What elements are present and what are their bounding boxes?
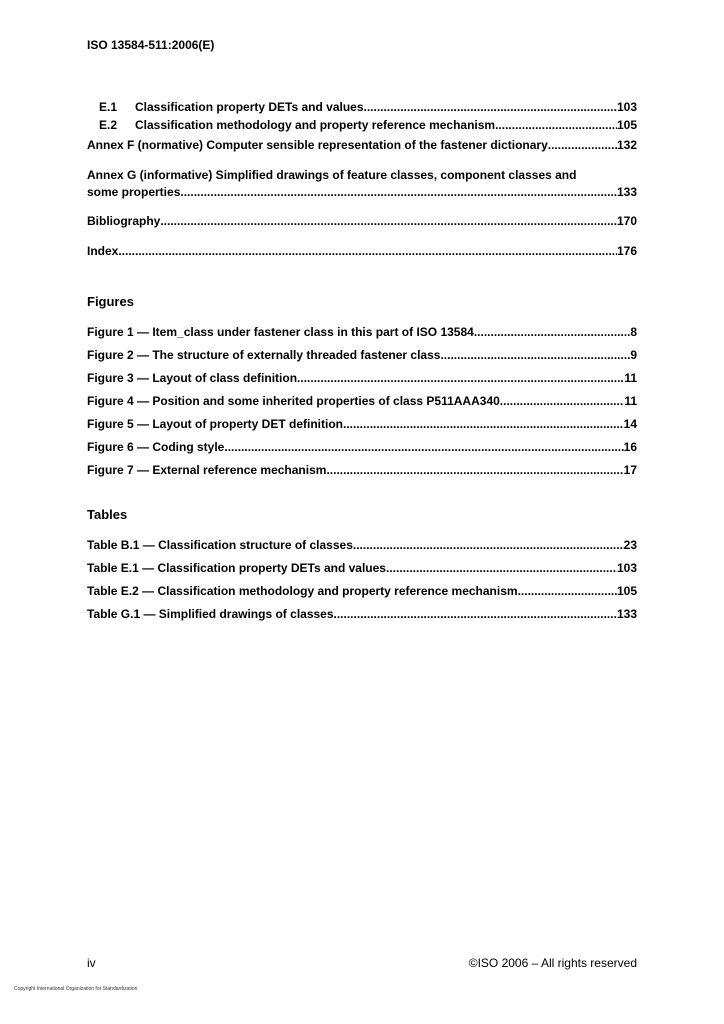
toc-entry-page: 14 xyxy=(623,417,637,431)
toc-entry-figure-5[interactable] xyxy=(87,417,637,432)
toc-leader-dots xyxy=(518,584,617,599)
toc-entry-page: 133 xyxy=(616,607,637,621)
toc-entry-page: 11 xyxy=(624,394,637,408)
toc-leader-dots xyxy=(548,138,617,153)
toc-entry-table-e2[interactable] xyxy=(87,584,637,599)
tables-list xyxy=(87,538,637,622)
toc-entry-figure-7[interactable] xyxy=(87,463,637,478)
toc-entry-title: Figure 1 — Item_class under fastener class in this part of ISO 13584 xyxy=(87,325,474,339)
toc-entry-index[interactable] xyxy=(87,244,637,259)
toc-entry-title: Figure 7 — External reference mechanism xyxy=(87,463,327,477)
toc-leader-dots xyxy=(364,100,617,115)
toc-entry-page: 17 xyxy=(623,463,637,477)
toc-entry-title: Figure 6 — Coding style xyxy=(87,440,225,454)
toc-entry-page: 103 xyxy=(616,561,637,575)
toc-leader-dots xyxy=(297,371,624,386)
toc-entry-number: E.2 xyxy=(99,118,118,132)
toc-entry-page: 16 xyxy=(623,440,637,454)
tables-heading: Tables xyxy=(87,507,128,522)
toc-entry-title: Annex F (normative) Computer sensible representation of the fastener dictionary xyxy=(87,138,548,152)
toc-entry-figure-6[interactable] xyxy=(87,440,637,455)
toc-entry-page: 132 xyxy=(616,138,637,152)
toc-entry-title: Classification property DETs and values xyxy=(135,100,364,114)
toc-entry-title: Figure 3 — Layout of class definition xyxy=(87,371,298,385)
toc-leader-dots xyxy=(180,184,617,201)
toc-leader-dots xyxy=(474,325,631,340)
toc-entry-annex-f[interactable] xyxy=(87,138,637,153)
toc-entry-title: Table B.1 — Classification structure of classes xyxy=(87,538,353,552)
toc-block-annex-e xyxy=(87,100,637,133)
toc-leader-dots xyxy=(353,538,624,553)
toc-entry-page: 8 xyxy=(630,325,637,339)
toc-entry-figure-3[interactable] xyxy=(87,371,637,386)
toc-entry-figure-4[interactable] xyxy=(87,394,637,409)
toc-leader-dots xyxy=(334,607,617,622)
figures-list xyxy=(87,325,637,478)
toc-entry-number: E.1 xyxy=(99,100,118,114)
figures-heading: Figures xyxy=(87,294,134,309)
toc-entry-page: 103 xyxy=(616,100,637,114)
toc-entry-annex-g[interactable] xyxy=(87,167,637,201)
toc-entry-title: Figure 2 — The structure of externally threaded fastener class xyxy=(87,348,441,362)
toc-entry-title: Table E.2 — Classification methodology and property reference mechanism xyxy=(87,584,518,598)
toc-entry-e1[interactable] xyxy=(87,100,637,115)
toc-entry-page: 9 xyxy=(630,348,637,362)
toc-entry-page: 176 xyxy=(616,244,637,258)
document-id: ISO 13584-511:2006(E) xyxy=(87,38,215,52)
toc-entry-figure-1[interactable] xyxy=(87,325,637,340)
toc-leader-dots xyxy=(224,440,623,455)
toc-entry-figure-2[interactable] xyxy=(87,348,637,363)
toc-entry-page: 133 xyxy=(616,185,637,199)
toc-entry-title: Classification methodology and property reference mechanism xyxy=(135,118,496,132)
toc-entry-page: 11 xyxy=(624,371,637,385)
toc-leader-dots xyxy=(386,561,617,576)
toc-entry-title: Figure 5 — Layout of property DET definition xyxy=(87,417,344,431)
toc-leader-dots xyxy=(500,394,625,409)
toc-entry-title: Bibliography xyxy=(87,214,161,228)
toc-entry-page: 23 xyxy=(623,538,637,552)
toc-leader-dots xyxy=(495,118,617,133)
toc-leader-dots xyxy=(440,348,630,363)
toc-entry-title: Table G.1 — Simplified drawings of classes xyxy=(87,607,334,621)
toc-entry-title: Index xyxy=(87,244,119,258)
toc-entry-table-g1[interactable] xyxy=(87,607,637,622)
toc-entry-page: 105 xyxy=(616,584,637,598)
copyright-watermark: Copyright International Organization for Standardization xyxy=(14,986,138,992)
toc-entry-e2[interactable] xyxy=(87,118,637,133)
toc-entry-page: 105 xyxy=(616,118,637,132)
toc-entry-table-b1[interactable] xyxy=(87,538,637,553)
toc-leader-dots xyxy=(343,417,624,432)
page-number: iv xyxy=(87,956,96,970)
footer-copyright: ©ISO 2006 – All rights reserved xyxy=(468,956,637,970)
toc-entry-table-e1[interactable] xyxy=(87,561,637,576)
toc-entry-title: Figure 4 — Position and some inherited properties of class P511AAA340 xyxy=(87,394,500,408)
toc-leader-dots xyxy=(118,244,617,259)
toc-entry-bibliography[interactable] xyxy=(87,214,637,229)
toc-entry-title-line1: Annex G (informative) Simplified drawings of feature classes, component classes and xyxy=(87,168,577,182)
toc-entry-title-line2: some properties xyxy=(87,185,181,199)
toc-leader-dots xyxy=(326,463,623,478)
toc-entry-page: 170 xyxy=(616,214,637,228)
toc-leader-dots xyxy=(160,214,617,229)
toc-entry-title: Table E.1 — Classification property DETs and values xyxy=(87,561,386,575)
